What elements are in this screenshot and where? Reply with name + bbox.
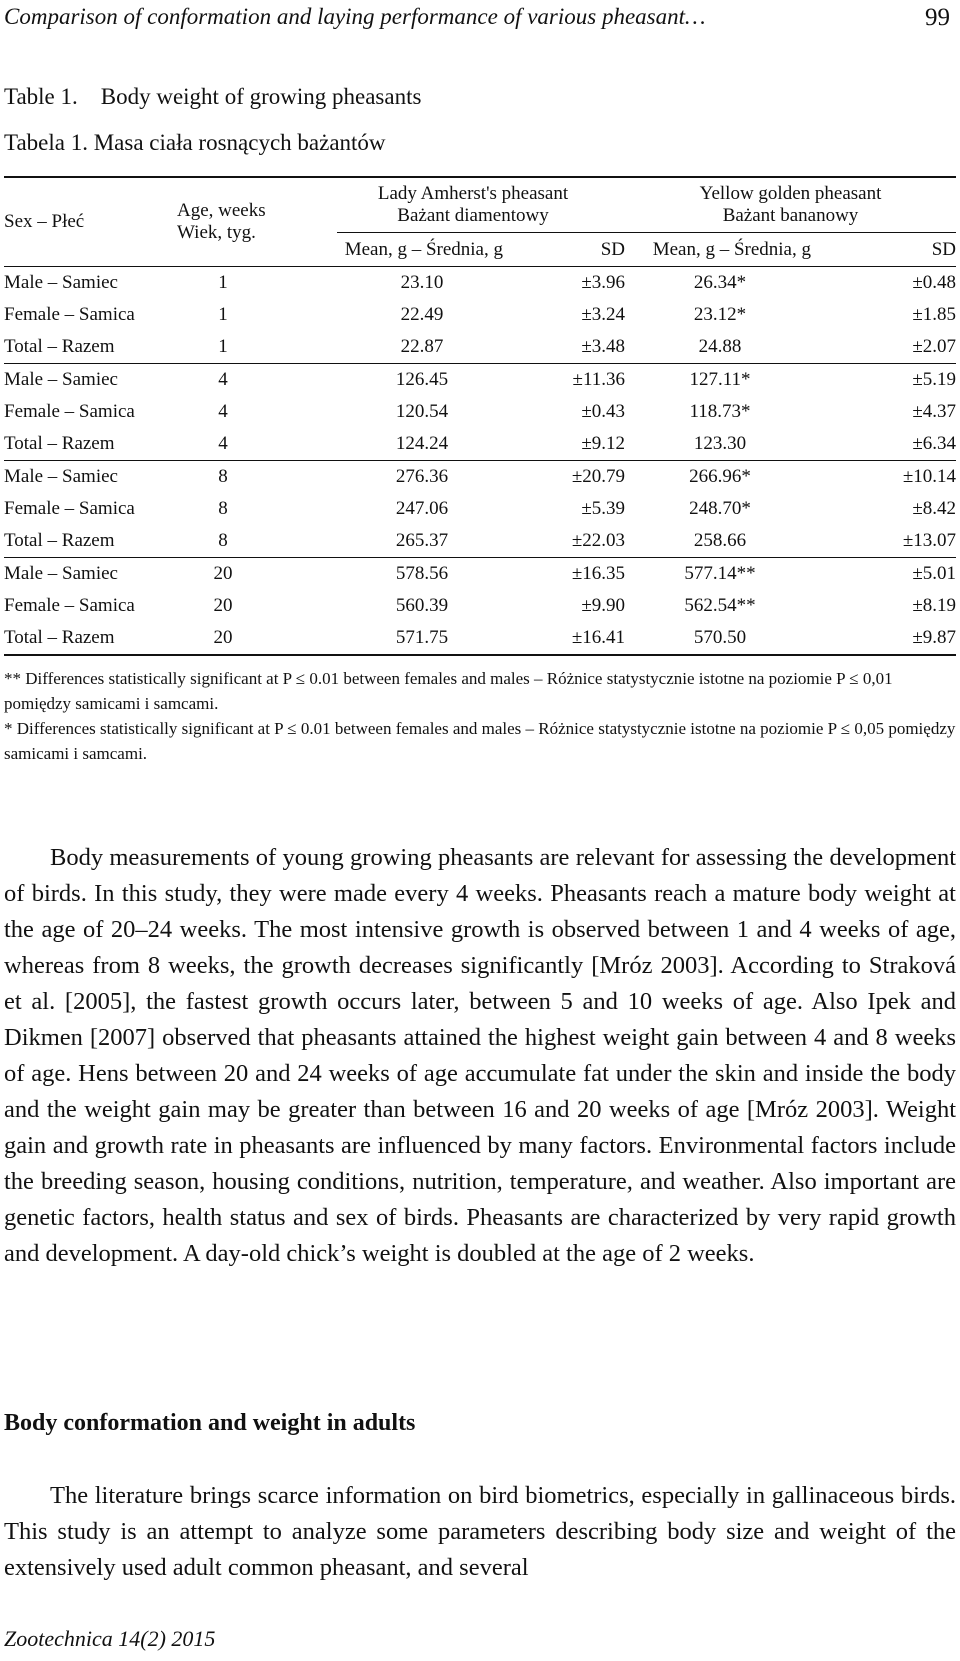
page-header [4,4,950,36]
cell-sd-yellow-golden: ±9.87 [815,622,956,655]
table-row [4,590,956,622]
cell-sd-yellow-golden: ±10.14 [902,466,956,487]
cell-sex: Total – Razem [4,433,115,454]
cell-sd-lady-amherst: ±11.36 [572,369,625,390]
cell-age: 4 [218,369,228,390]
table-row [4,299,956,331]
cell-mean-lady-amherst: 578.56 [395,563,449,584]
header-lady-amherst [337,178,625,233]
table-row [4,461,956,493]
cell-sd-lady-amherst: ±0.43 [581,401,625,422]
cell-sex: Total – Razem [4,622,169,655]
cell-sd-lady-amherst: ±22.03 [571,530,625,551]
cell-age: 4 [218,433,228,454]
cell-mean-lady-amherst: 560.39 [395,595,449,616]
cell-mean-yellow-golden: 570.50 [625,622,815,655]
cell-mean-lady-amherst: 22.87 [400,336,444,357]
body-paragraph-2: The literature brings scarce information on bird biometrics, especially in gallinaceous birds. This study is an attempt to analyze some parameters describing body size and weight of the extensively used adult common pheasant, and several [4,1482,956,1581]
table-row [4,558,956,590]
header-yellow-golden [625,178,956,233]
table-footnotes [4,666,956,766]
cell-mean-yellow-golden: 248.70* [689,498,751,519]
header-mean-1: Mean, g – Średnia, g [344,238,503,260]
cell-sex: Total – Razem [4,530,115,551]
cell-sex: Female – Samica [4,595,135,616]
cell-mean-yellow-golden: 24.88 [698,336,742,357]
table-row [4,525,956,558]
table-row [4,493,956,525]
page-footer: Zootechnica 14(2) 2015 [4,1626,216,1651]
cell-sd-yellow-golden: ±8.42 [912,498,956,519]
cell-sex: Female – Samica [4,304,135,325]
header-sex: Sex – Płeć [4,211,85,232]
header-lady-amherst-english: Lady Amherst's pheasant [377,183,569,204]
header-age [169,178,337,267]
cell-sex: Female – Samica [4,401,135,422]
cell-mean-lady-amherst: 276.36 [395,466,449,487]
cell-age: 8 [218,498,228,519]
header-yellow-golden-polish: Bażant bananowy [722,205,859,226]
cell-mean-yellow-golden: 562.54** [684,595,756,616]
cell-mean-yellow-golden: 577.14** [684,563,756,584]
cell-sd-lady-amherst: ±9.12 [581,433,625,454]
table-caption-english: Table 1. Body weight of growing pheasants [4,84,422,109]
cell-mean-lady-amherst: 120.54 [395,401,449,422]
cell-mean-yellow-golden: 26.34* [693,272,747,293]
cell-sex: Total – Razem [4,336,115,357]
cell-sd-lady-amherst: ±16.41 [507,622,625,655]
table-caption-polish: Tabela 1. Masa ciała rosnących bażantów [4,130,386,155]
cell-mean-yellow-golden: 23.12* [693,304,747,325]
table-row [4,331,956,364]
cell-mean-yellow-golden: 118.73* [689,401,751,422]
cell-sd-yellow-golden: ±5.19 [912,369,956,390]
cell-mean-lady-amherst: 265.37 [395,530,449,551]
cell-sd-yellow-golden: ±2.07 [912,336,956,357]
cell-sd-lady-amherst: ±9.90 [581,595,625,616]
header-age-english: Age, weeks [177,200,266,221]
table-row [4,428,956,461]
cell-age: 4 [218,401,228,422]
running-title: Comparison of conformation and laying performance of various pheasant… [4,4,706,29]
cell-sex: Male – Samiec [4,272,118,293]
cell-sex: Male – Samiec [4,369,118,390]
body-paragraph-1: Body measurements of young growing pheasants are relevant for assessing the development of birds. In this study, they were made every 4 weeks. Pheasants reach a mature body weight at the age of 20–24 weeks. The most intensive growth is observed between 1 and 4 weeks of age, whereas from 8 weeks, the growth decreases significantly [Mróz 2003]. According to Straková et al. [2005], the fastest growth occurs later, between 5 and 10 weeks of age. Also Ipek and Dikmen [2007] observed that pheasants attained the highest weight gain between 4 and 8 weeks of age. Hens between 20 and 24 weeks of age accumulate fat under the skin and inside the body and the weight gain may be greater than between 16 and 20 weeks of age [Mróz 2003]. Weight gain and growth rate in pheasants are influenced by many factors. Environmental factors include the breeding season, housing conditions, nutrition, temperature, and weather. Also important are genetic factors, health status and sex of birds. Pheasants are characterized by very rapid growth and development. A day-old chick’s weight is doubled at the age of 2 weeks. [4,844,956,1267]
header-sd-2: SD [931,238,956,260]
footnote-double-asterisk: ** Differences statistically significant at P ≤ 0.01 between females and males – Różnice statystycznie istotne na poziomie P ≤ 0,01 pomiędzy samicami i samcami. [4,669,893,713]
cell-mean-yellow-golden: 123.30 [693,433,747,454]
cell-mean-lady-amherst: 23.10 [400,272,444,293]
cell-mean-yellow-golden: 258.66 [693,530,747,551]
cell-mean-lady-amherst: 124.24 [395,433,449,454]
cell-sd-yellow-golden: ±8.19 [912,595,956,616]
cell-mean-lady-amherst: 22.49 [400,304,444,325]
cell-age: 1 [218,336,228,357]
table-row [4,364,956,396]
header-sd-1: SD [600,238,625,260]
cell-age: 1 [218,304,228,325]
page-number: 99 [925,4,950,31]
cell-sd-lady-amherst: ±3.96 [581,272,625,293]
cell-sd-yellow-golden: ±0.48 [912,272,956,293]
table-row [4,622,956,655]
table-row [4,396,956,428]
cell-sex: Female – Samica [4,498,135,519]
footnote-single-asterisk: * Differences statistically significant at P ≤ 0.01 between females and males – Różnice statystycznie istotne na poziomie P ≤ 0,05 pomiędzy samicami i samcami. [4,719,956,763]
cell-age: 20 [213,595,233,616]
cell-sd-lady-amherst: ±20.79 [571,466,625,487]
header-age-polish: Wiek, tyg. [177,222,256,243]
cell-age: 20 [169,622,337,655]
cell-sd-lady-amherst: ±3.24 [581,304,625,325]
cell-sex: Male – Samiec [4,466,118,487]
cell-sd-yellow-golden: ±1.85 [912,304,956,325]
body-weight-table [4,176,956,656]
cell-sd-lady-amherst: ±3.48 [581,336,625,357]
header-lady-amherst-polish: Bażant diamentowy [397,205,549,226]
cell-sd-yellow-golden: ±5.01 [912,563,956,584]
cell-sd-lady-amherst: ±16.35 [571,563,625,584]
cell-sd-lady-amherst: ±5.39 [581,498,625,519]
cell-mean-yellow-golden: 127.11* [689,369,751,390]
section-heading: Body conformation and weight in adults [4,1410,416,1436]
cell-mean-lady-amherst: 571.75 [337,622,507,655]
cell-age: 1 [218,272,228,293]
header-yellow-golden-english: Yellow golden pheasant [699,183,882,204]
cell-age: 20 [213,563,233,584]
cell-sd-yellow-golden: ±4.37 [912,401,956,422]
cell-age: 8 [218,466,228,487]
cell-sd-yellow-golden: ±13.07 [902,530,956,551]
table-row [4,267,956,299]
header-mean-2: Mean, g – Średnia, g [652,238,811,260]
cell-mean-yellow-golden: 266.96* [689,466,751,487]
cell-mean-lady-amherst: 247.06 [395,498,449,519]
cell-sd-yellow-golden: ±6.34 [912,433,956,454]
cell-mean-lady-amherst: 126.45 [395,369,449,390]
cell-sex: Male – Samiec [4,563,118,584]
cell-age: 8 [218,530,228,551]
